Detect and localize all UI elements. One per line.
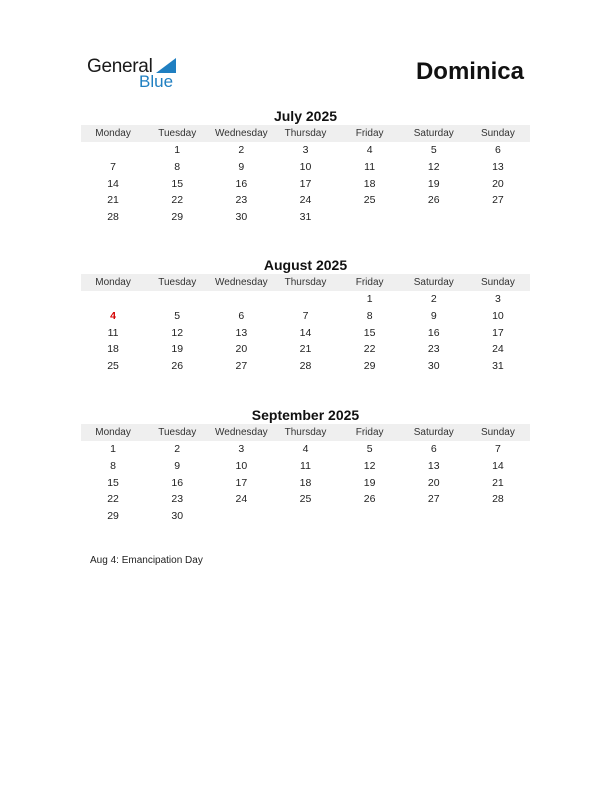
day-cell: 15 — [107, 476, 119, 489]
day-cell: 23 — [427, 343, 440, 356]
day-cell: 30 — [235, 211, 248, 224]
weekday-label: Sunday — [480, 128, 515, 139]
weekday-label: Thursday — [284, 277, 327, 288]
day-cell: 14 — [299, 326, 312, 339]
day-cell: 28 — [299, 360, 312, 373]
weekday-label: Friday — [355, 427, 384, 438]
day-cell: 28 — [492, 493, 504, 506]
week-row — [81, 192, 530, 209]
day-cell: 26 — [171, 360, 184, 373]
day-cell: 12 — [171, 326, 184, 339]
week-row — [81, 325, 530, 342]
day-cell: 11 — [107, 326, 119, 339]
week-row — [81, 176, 530, 193]
month-calendar — [81, 406, 530, 525]
day-cell: 5 — [174, 309, 181, 322]
day-cell: 22 — [107, 493, 119, 506]
weekday-label: Wednesday — [215, 128, 268, 139]
day-cell: 14 — [492, 459, 504, 472]
day-cell: 7 — [494, 443, 501, 455]
day-cell: 17 — [235, 476, 248, 489]
day-cell: 13 — [492, 160, 504, 173]
day-cell: 20 — [427, 476, 440, 489]
weekday-label: Thursday — [284, 427, 327, 438]
country-title: Dominica — [415, 58, 524, 85]
day-cell: 10 — [235, 459, 248, 472]
day-cell — [273, 291, 337, 308]
day-cell: 30 — [171, 510, 184, 523]
day-cell: 25 — [299, 493, 312, 506]
day-cell: 24 — [299, 194, 312, 207]
day-cell: 19 — [427, 177, 440, 190]
day-cell: 12 — [363, 459, 376, 472]
day-cell: 19 — [363, 476, 376, 489]
week-row — [81, 458, 530, 475]
week-row — [81, 159, 530, 176]
day-cell: 6 — [238, 309, 245, 322]
day-cell: 17 — [299, 177, 312, 190]
week-row — [81, 508, 530, 525]
day-cell: 6 — [430, 443, 437, 455]
day-cell — [81, 291, 145, 308]
day-cell — [402, 508, 466, 525]
day-cell: 18 — [299, 476, 312, 489]
day-cell: 26 — [363, 493, 376, 506]
day-cell: 25 — [363, 194, 376, 207]
weekday-label: Monday — [95, 128, 131, 139]
day-cell: 29 — [107, 510, 119, 523]
day-cell: 2 — [430, 293, 437, 305]
day-cell: 17 — [492, 326, 504, 339]
day-cell: 27 — [492, 194, 504, 207]
day-cell: 3 — [302, 144, 309, 156]
day-cell: 24 — [492, 343, 504, 356]
weekday-label: Sunday — [480, 277, 515, 288]
day-cell: 9 — [238, 160, 245, 173]
day-cell: 13 — [235, 326, 248, 339]
day-cell: 11 — [364, 160, 376, 173]
month-calendar — [81, 256, 530, 375]
month-title: August 2025 — [263, 257, 348, 273]
weekday-label: Tuesday — [158, 128, 197, 139]
weekday-label: Friday — [355, 277, 384, 288]
month-calendar — [81, 107, 530, 226]
day-cell — [145, 291, 209, 308]
week-row — [81, 308, 530, 325]
day-cell: 16 — [427, 326, 440, 339]
day-cell: 20 — [492, 177, 504, 190]
day-cell: 3 — [494, 293, 501, 305]
logo-text-blue: Blue — [139, 72, 174, 91]
day-cell: 19 — [171, 343, 184, 356]
month-title: September 2025 — [251, 407, 360, 423]
week-row — [81, 441, 530, 458]
weekday-label: Friday — [355, 128, 384, 139]
weekday-label: Tuesday — [158, 427, 197, 438]
weekday-label: Wednesday — [215, 277, 268, 288]
day-cell: 15 — [171, 177, 184, 190]
day-cell: 10 — [299, 160, 312, 173]
day-cell: 21 — [107, 194, 119, 207]
weekday-label: Thursday — [284, 128, 327, 139]
week-row — [81, 209, 530, 226]
day-cell: 4 — [302, 443, 309, 455]
day-cell — [402, 209, 466, 226]
day-cell: 10 — [492, 309, 504, 322]
day-cell: 27 — [235, 360, 248, 373]
day-cell: 16 — [171, 476, 184, 489]
day-cell: 9 — [174, 459, 181, 472]
day-cell: 21 — [492, 476, 504, 489]
day-cell — [209, 508, 273, 525]
day-cell: 29 — [363, 360, 376, 373]
day-cell: 8 — [366, 309, 373, 322]
week-row — [81, 142, 530, 159]
day-cell: 22 — [171, 194, 184, 207]
week-row — [81, 291, 530, 308]
day-cell: 3 — [238, 443, 245, 455]
day-cell: 14 — [107, 177, 119, 190]
day-cell: 23 — [171, 493, 184, 506]
weekday-header-row — [81, 424, 530, 441]
day-cell: 18 — [107, 343, 119, 356]
weekday-label: Tuesday — [158, 277, 197, 288]
holiday-day-cell: 4 — [110, 309, 116, 322]
weekday-label: Saturday — [413, 427, 454, 438]
day-cell: 13 — [427, 459, 440, 472]
weekday-header-row — [81, 274, 530, 291]
week-row — [81, 358, 530, 375]
day-cell: 25 — [107, 360, 119, 373]
week-row — [81, 341, 530, 358]
day-cell: 31 — [492, 360, 504, 373]
week-row — [81, 491, 530, 508]
day-cell: 26 — [427, 194, 440, 207]
weekday-label: Saturday — [413, 128, 454, 139]
day-cell — [466, 508, 530, 525]
day-cell: 15 — [363, 326, 376, 339]
day-cell: 20 — [235, 343, 248, 356]
weekday-header-row — [81, 125, 530, 142]
day-cell: 8 — [110, 459, 116, 472]
day-cell: 21 — [299, 343, 312, 356]
weekday-label: Wednesday — [215, 427, 268, 438]
day-cell: 31 — [299, 211, 312, 224]
week-row — [81, 475, 530, 492]
day-cell: 6 — [494, 144, 501, 156]
weekday-label: Monday — [95, 427, 131, 438]
day-cell: 22 — [363, 343, 376, 356]
day-cell: 5 — [430, 144, 437, 156]
day-cell — [81, 142, 145, 159]
day-cell: 27 — [427, 493, 440, 506]
day-cell: 9 — [430, 309, 437, 322]
holiday-note: Aug 4: Emancipation Day — [90, 555, 203, 566]
day-cell: 5 — [366, 443, 373, 455]
day-cell: 7 — [302, 309, 309, 322]
day-cell: 11 — [300, 459, 311, 472]
day-cell — [209, 291, 273, 308]
day-cell — [466, 209, 530, 226]
weekday-label: Monday — [95, 277, 131, 288]
day-cell: 8 — [174, 160, 181, 173]
day-cell: 30 — [427, 360, 440, 373]
logo-triangle-icon — [156, 58, 176, 73]
generalblue-logo — [87, 56, 187, 96]
day-cell: 7 — [110, 160, 116, 173]
day-cell: 24 — [235, 493, 248, 506]
day-cell: 2 — [238, 144, 245, 156]
day-cell: 28 — [107, 211, 119, 224]
weekday-label: Sunday — [480, 427, 515, 438]
day-cell: 12 — [427, 160, 440, 173]
day-cell: 1 — [174, 144, 181, 156]
day-cell: 29 — [171, 211, 184, 224]
day-cell: 1 — [110, 443, 116, 455]
day-cell — [273, 508, 337, 525]
weekday-label: Saturday — [413, 277, 454, 288]
day-cell: 1 — [366, 293, 373, 305]
day-cell: 16 — [235, 177, 248, 190]
day-cell — [338, 508, 402, 525]
day-cell: 23 — [235, 194, 248, 207]
logo-text-general: General — [87, 56, 153, 77]
day-cell: 4 — [366, 144, 373, 156]
day-cell — [338, 209, 402, 226]
day-cell: 18 — [363, 177, 376, 190]
month-title: July 2025 — [273, 108, 338, 124]
day-cell: 2 — [174, 443, 181, 455]
